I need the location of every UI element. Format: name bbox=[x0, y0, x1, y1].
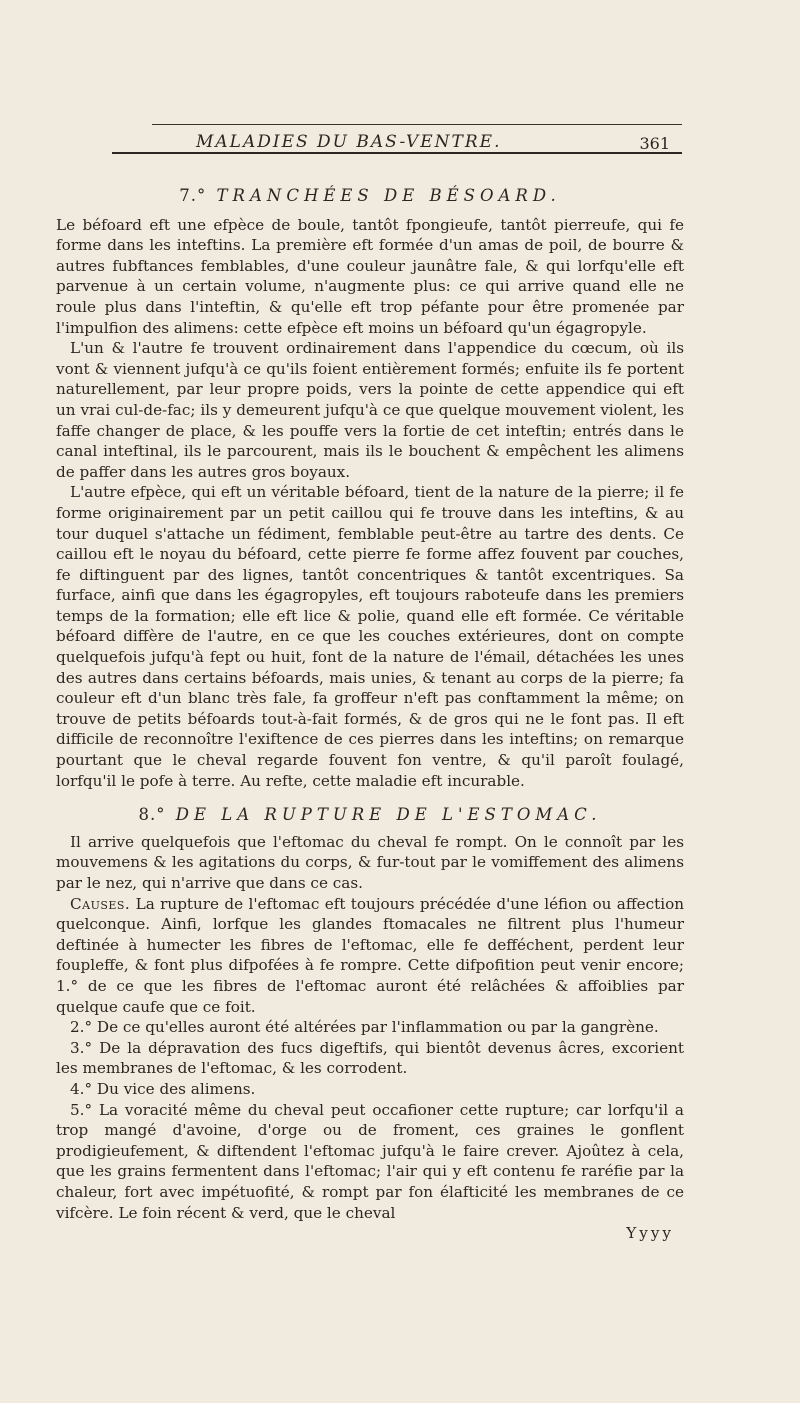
section-7-title bbox=[56, 186, 684, 207]
list-item: 3.° De la dépravation des fucs digeftifs, qui bientôt devenus âcres, excorient les membranes de l'eftomac, & les corrodent. bbox=[56, 1038, 684, 1078]
list-item: 4.° Du vice des alimens. bbox=[70, 1079, 256, 1098]
signature-mark: Yyyy bbox=[626, 1224, 674, 1243]
paragraph: Il arrive quelquefois que l'eftomac du cheval fe rompt. On le connoît par les mouvemens & les agitations du corps, & fur-tout par le vomiffement des alimens par le nez, qui n'arrive que dans ce cas. bbox=[56, 832, 684, 892]
paragraph: L'un & l'autre fe trouvent ordinairement dans l'appendice du cœcum, où ils vont & viennent jufqu'à ce qu'ils foient entièrement formés; enfuite ils fe portent naturellement, par leur propre poids, vers la pointe de cette appendice qui eft un vrai cul-de-fac; ils y demeurent jufqu'à ce que quelque mouvement violent, les faffe changer de place, & les pouffe vers la fortie de cet inteftin; entrés dans le canal inteftinal, ils le parcourent, mais ils le bouchent & empêchent les alimens de paffer dans les autres gros boyaux. bbox=[56, 339, 684, 481]
section-8-number: 8.° bbox=[138, 805, 166, 825]
causes-text: La rupture de l'eftomac eft toujours précédée d'une léfion ou affection quelconque. Ainfi, lorfque les glandes ftomacales ne filtrent plus l'humeur deftinée à humecter les fibres de l'eftomac, elle fe defféchent, perdent leur foupleffe, & font plus difpofées à fe rompre. Cette difpofition peut venir encore; 1.° de ce que les fibres de l'eftomac auront été relâchées & affoiblies par quelque caufe que ce foit. bbox=[56, 894, 684, 1016]
body-text bbox=[56, 186, 684, 1244]
page-number: 361 bbox=[639, 134, 670, 153]
top-rule bbox=[152, 124, 682, 125]
section-8-heading: DE LA RUPTURE DE L'ESTOMAC. bbox=[175, 805, 602, 825]
causes-label: Causes. bbox=[70, 894, 131, 913]
section-7-number: 7.° bbox=[179, 186, 207, 205]
list-item: 2.° De ce qu'elles auront été altérées par l'inflammation ou par la gangrène. bbox=[70, 1018, 659, 1037]
header-rule bbox=[112, 152, 682, 154]
paragraph: L'autre efpèce, qui eft un véritable béfoard, tient de la nature de la pierre; il fe forme originairement par un petit caillou qui fe trouve dans les inteftins, & au tour duquel s'attache un fédiment, femblable peut-être au tartre des dents. Ce caillou eft le noyau du béfoard, cette pierre fe forme affez fouvent par couches, fe diftinguent par des lignes, tantôt concentriques & tantôt excentriques. Sa furface, ainfi que dans les égagropyles, eft toujours raboteufe dans les premiers temps de la formation; elle eft lice & polie, quand elle eft formée. Ce véritable béfoard diffère de l'autre, en ce que les couches extérieures, dont on compte quelquefois jufqu'à fept ou huit, font de la nature de l'émail, détachées les unes des autres dans certains béfoards, mais unies, & tenant au corps de la pierre; fa couleur eft d'un blanc très fale, fa groffeur n'eft pas conftamment la même; on trouve de petits béfoards tout-à-fait formés, & de gros qui ne le font pas. Il eft difficile de reconnoître l'exiftence de ces pierres dans les inteftins; on remarque pourtant que le cheval regarde fouvent fon ventre, & qu'il paroît foulagé, lorfqu'il le pofe à terre. Au refte, cette maladie eft incurable. bbox=[56, 483, 684, 790]
section-8-title bbox=[56, 805, 684, 826]
page-header bbox=[188, 132, 688, 160]
running-head: MALADIES DU BAS-VENTRE. bbox=[196, 132, 502, 152]
section-7-heading: TRANCHÉES DE BÉSOARD. bbox=[216, 186, 561, 205]
paragraph: Le béfoard eft une efpèce de boule, tantôt fpongieufe, tantôt pierreufe, qui fe forme dans les inteftins. La première eft formée d'un amas de poil, de bourre & autres fubftances femblables, d'une couleur jaunâtre fale, & qui lorfqu'elle eft parvenue à un certain volume, n'augmente plus: ce qui arrive quand elle ne roule plus dans l'inteftin, & qu'elle eft trop péfante pour être promenée par l'impulfion des alimens: cette efpèce eft moins un béfoard qu'un égagropyle. bbox=[56, 215, 684, 337]
causes-paragraph bbox=[56, 894, 684, 1018]
list-item: 5.° La voracité même du cheval peut occafioner cette rupture; car lorfqu'il a trop mangé d'avoine, d'orge ou de froment, ces graines le gonflent prodigieufement, & diftendent l'eftomac jufqu'à le faire crever. Ajoûtez à cela, que les grains fermentent dans l'eftomac; l'air qui y eft contenu fe raréfie par la chaleur, fort avec impétuofité, & rompt par fon élafticité les membranes de ce vifcère. Le foin récent & verd, que le cheval bbox=[56, 1100, 684, 1222]
